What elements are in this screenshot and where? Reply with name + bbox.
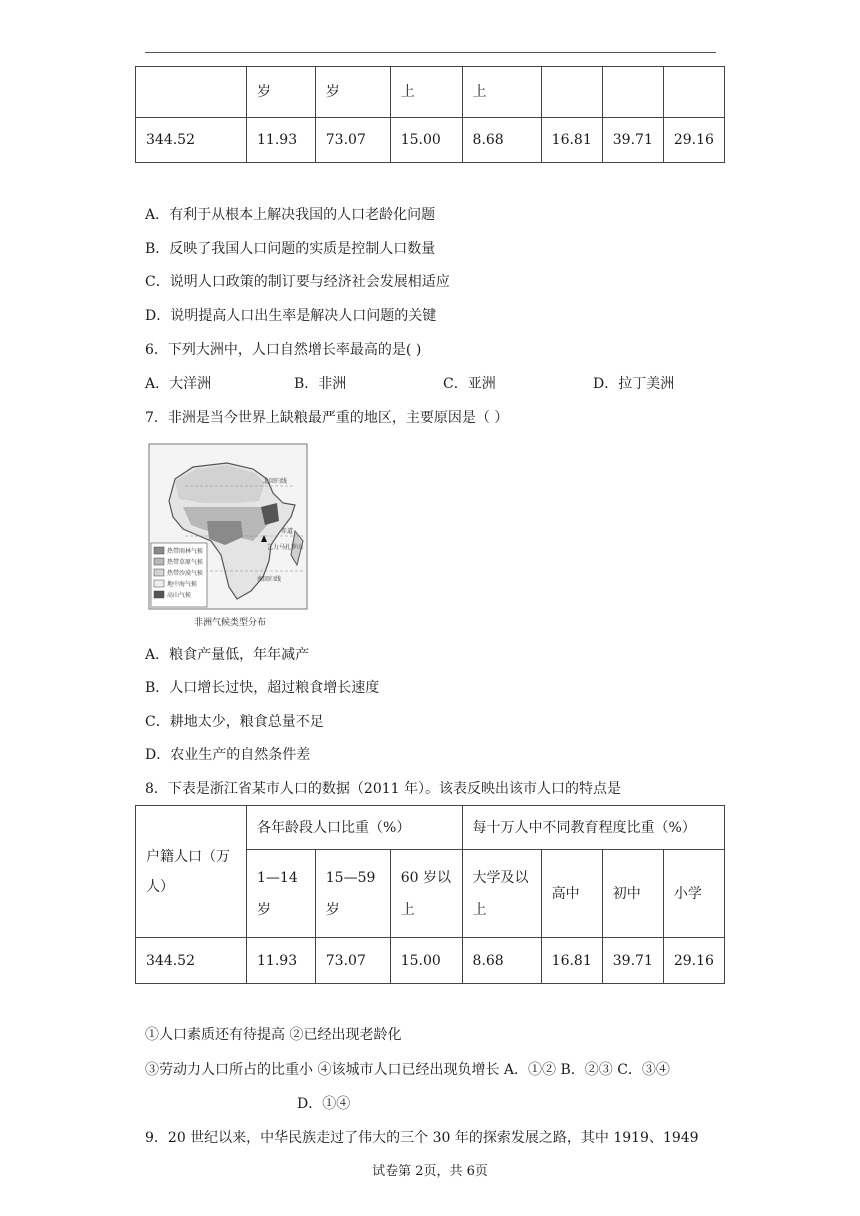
legend-rainforest: 热带雨林气候 bbox=[167, 548, 204, 555]
table-cell: 15.00 bbox=[390, 118, 462, 163]
q5-option-b: B．反映了我国人口问题的实质是控制人口数量 bbox=[145, 241, 436, 257]
legend-savanna: 热带草原气候 bbox=[167, 559, 204, 566]
table-cell: 344.52 bbox=[136, 938, 247, 984]
table-cell: 岁 bbox=[315, 67, 390, 118]
subheader-high-school: 高中 bbox=[541, 850, 602, 938]
table-cell bbox=[602, 67, 663, 118]
table-cell: 39.71 bbox=[602, 938, 663, 984]
subheader-university: 大学及以上 bbox=[462, 850, 541, 938]
q6-option-d: D．拉丁美洲 bbox=[593, 376, 675, 392]
table-cell: 8.68 bbox=[462, 118, 541, 163]
q9-stem: 9．20 世纪以来，中华民族走过了伟大的三个 30 年的探索发展之路，其中 1919、1949 bbox=[145, 1130, 699, 1146]
q8-statements-1: ①人口素质还有待提高 ②已经出现老龄化 bbox=[145, 1027, 402, 1043]
header-education: 每十万人中不同教育程度比重（%） bbox=[462, 806, 724, 850]
subheader-middle-school: 初中 bbox=[602, 850, 663, 938]
table-cell: 上 bbox=[462, 67, 541, 118]
table-cell: 73.07 bbox=[315, 118, 390, 163]
q5-option-d: D．说明提高人口出生率是解决人口问题的关键 bbox=[145, 308, 437, 324]
subheader-primary: 小学 bbox=[663, 850, 724, 938]
population-table-continued bbox=[135, 66, 725, 163]
table-cell: 73.07 bbox=[315, 938, 390, 984]
table-cell: 8.68 bbox=[462, 938, 541, 984]
table-cell: 29.16 bbox=[663, 118, 724, 163]
subheader-age-15-59: 15—59 岁 bbox=[315, 850, 390, 938]
header-rule bbox=[145, 52, 716, 53]
legend-desert: 热带沙漠气候 bbox=[167, 570, 204, 577]
q7-option-b: B．人口增长过快，超过粮食增长速度 bbox=[145, 680, 380, 696]
header-age-groups: 各年龄段人口比重（%） bbox=[247, 806, 463, 850]
map-label-tropic-capricorn: 南回归线 bbox=[257, 576, 282, 583]
table-cell: 29.16 bbox=[663, 938, 724, 984]
table-cell: 11.93 bbox=[247, 938, 316, 984]
table-cell: 上 bbox=[390, 67, 462, 118]
map-label-tropic-cancer: 北回归线 bbox=[263, 478, 288, 485]
q8-stem: 8．下表是浙江省某市人口的数据（2011 年）。该表反映出该市人口的特点是 bbox=[145, 781, 621, 797]
table-cell: 16.81 bbox=[541, 118, 602, 163]
q8-statements-2: ③劳动力人口所占的比重小 ④该城市人口已经出现负增长 A．①② B．②③ C．③④ bbox=[145, 1062, 670, 1078]
table-cell bbox=[541, 67, 602, 118]
q5-option-a: A．有利于从根本上解决我国的人口老龄化问题 bbox=[145, 207, 436, 223]
header-hukou: 户籍人口（万人） bbox=[136, 806, 247, 938]
table-cell: 11.93 bbox=[247, 118, 316, 163]
q6-option-c: C．亚洲 bbox=[443, 376, 496, 392]
q7-option-a: A．粮食产量低，年年减产 bbox=[145, 647, 310, 663]
q8-population-table bbox=[135, 805, 725, 984]
q7-option-d: D．农业生产的自然条件差 bbox=[145, 747, 311, 763]
table-cell bbox=[663, 67, 724, 118]
table-cell: 344.52 bbox=[136, 118, 247, 163]
q6-option-a: A．大洋洲 bbox=[145, 376, 212, 392]
q7-stem: 7．非洲是当今世界上缺粮最严重的地区，主要原因是（ ） bbox=[145, 410, 509, 426]
subheader-age-60-plus: 60 岁以上 bbox=[390, 850, 462, 938]
q5-option-c: C．说明人口政策的制订要与经济社会发展相适应 bbox=[145, 274, 450, 290]
legend-highland: 高山气候 bbox=[167, 592, 192, 599]
subheader-age-1-14: 1—14 岁 bbox=[247, 850, 316, 938]
table-cell: 39.71 bbox=[602, 118, 663, 163]
map-caption: 非洲气候类型分布 bbox=[193, 618, 267, 628]
table-cell: 16.81 bbox=[541, 938, 602, 984]
q7-option-c: C．耕地太少，粮食总量不足 bbox=[145, 714, 324, 730]
map-label-equator: 赤道 bbox=[281, 528, 294, 535]
q8-option-d: D．①④ bbox=[297, 1096, 351, 1112]
map-label-kilimanjaro: 乞力马扎罗山 bbox=[267, 544, 304, 551]
africa-climate-map bbox=[145, 441, 315, 635]
q6-option-b: B．非洲 bbox=[294, 376, 347, 392]
table-cell: 15.00 bbox=[390, 938, 462, 984]
table-cell: 岁 bbox=[247, 67, 316, 118]
table-cell bbox=[136, 67, 247, 118]
page-footer: 试卷第 2页，共 6页 bbox=[372, 1164, 488, 1179]
q6-stem: 6．下列大洲中，人口自然增长率最高的是( ) bbox=[145, 342, 422, 358]
legend-mediterranean: 地中海气候 bbox=[167, 581, 198, 588]
